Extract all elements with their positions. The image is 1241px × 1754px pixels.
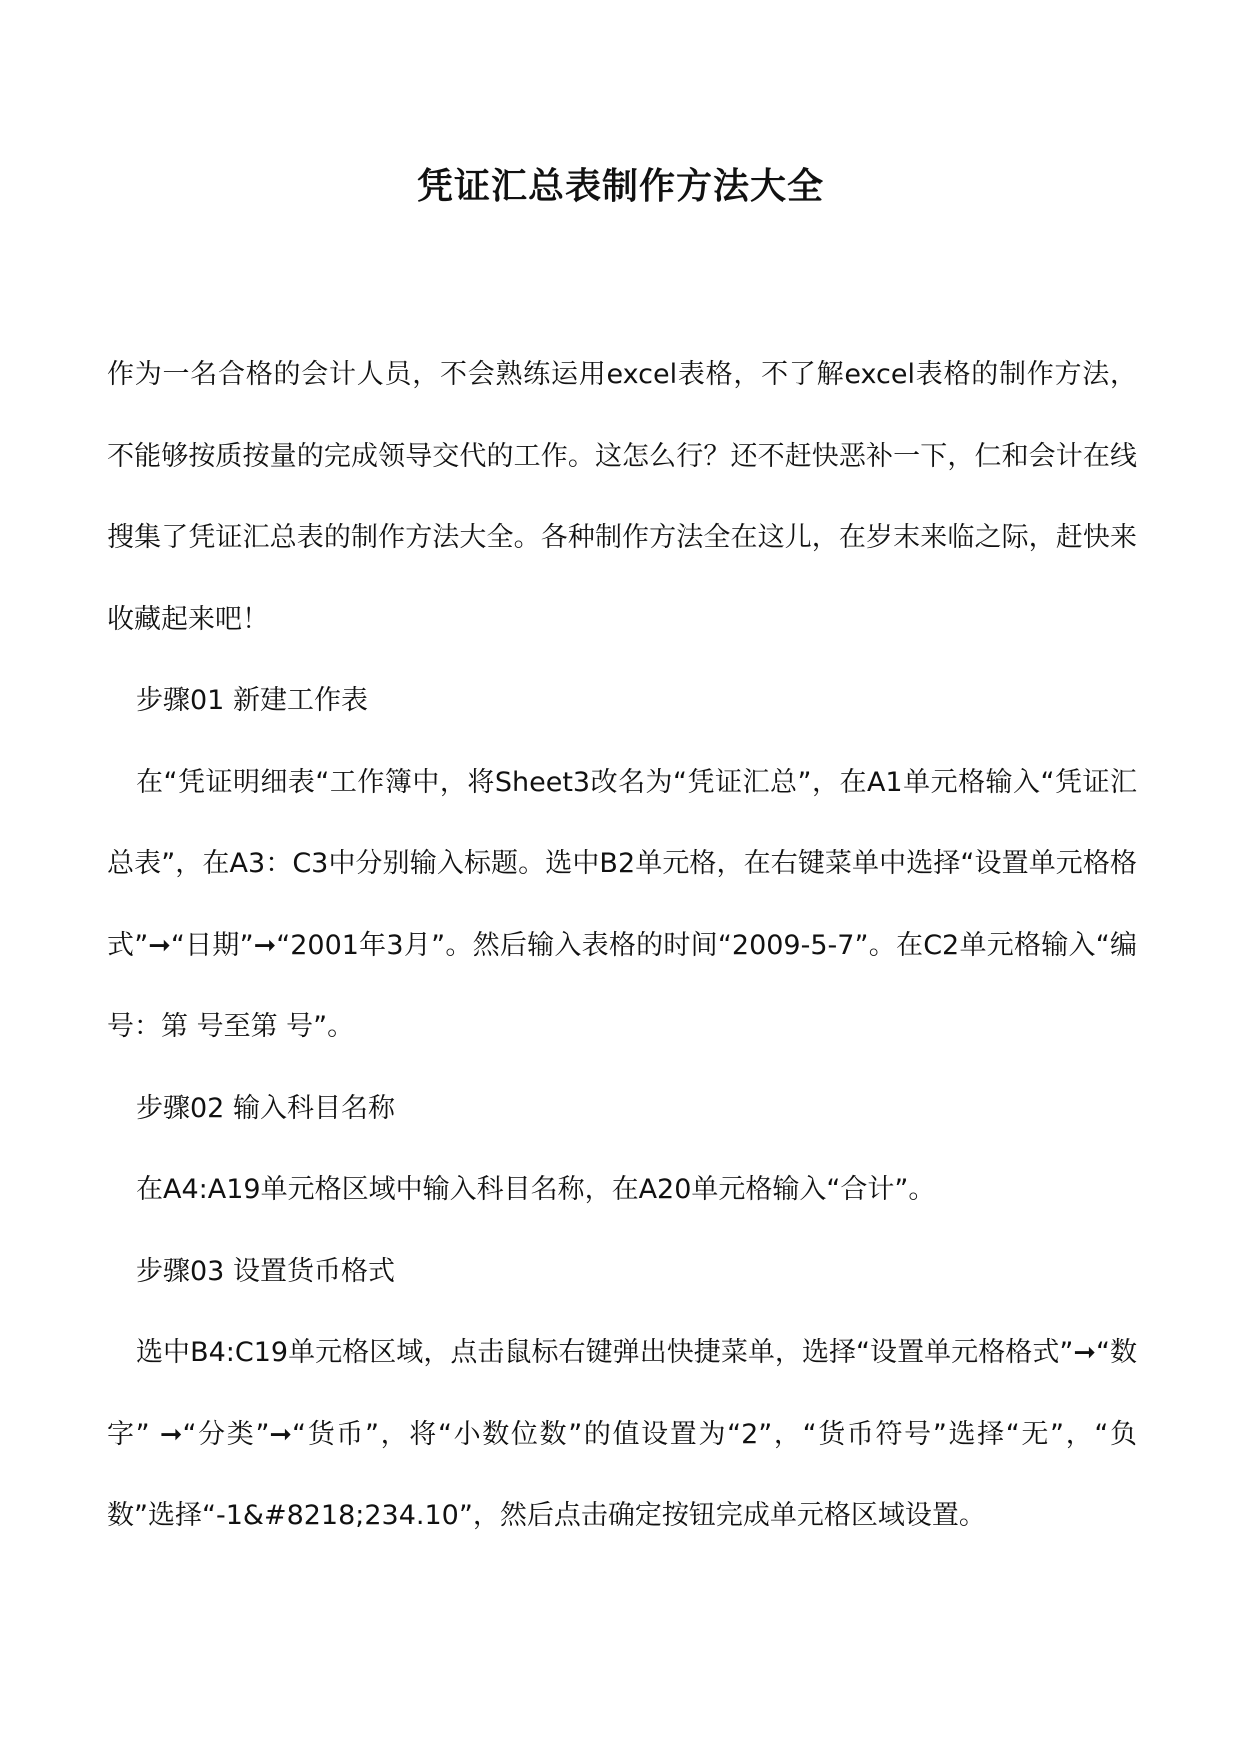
step-03-heading: 步骤03 设置货币格式 bbox=[136, 1255, 395, 1287]
step-01-paragraph: 在“凭证明细表“工作簿中，将Sheet3改名为“凭证汇总”，在A1单元格输入“凭证汇总表”，在A3：C3中分别输入标题。选中B2单元格，在右键菜单中选择“设置单元格格式”➞“日期”➞“2001年3月”。然后输入表格的时间“2009-5-7”。在C2单元格输入“编号：第 号至第 号”。 bbox=[107, 766, 1137, 1042]
document-body bbox=[107, 334, 1137, 1557]
step-01-heading: 步骤01 新建工作表 bbox=[136, 685, 368, 716]
step-02-heading: 步骤02 输入科目名称 bbox=[136, 1092, 395, 1124]
step-02-paragraph: 在A4:A19单元格区域中输入科目名称，在A20单元格输入“合计”。 bbox=[136, 1174, 936, 1205]
step-03-paragraph: 选中B4:C19单元格区域，点击鼠标右键弹出快捷菜单，选择“设置单元格格式”➞“数字” ➞“分类”➞“货币”，将“小数位数”的值设置为“2”，“货币符号”选择“无”，“负数”选择“-1&#8218;234.10”，然后点击确定按钮完成单元格区域设置。 bbox=[107, 1337, 1137, 1531]
document-title: 凭证汇总表制作方法大全 bbox=[416, 165, 824, 207]
intro-paragraph: 作为一名合格的会计人员，不会熟练运用excel表格，不了解excel表格的制作方法，不能够按质按量的完成领导交代的工作。这怎么行？还不赶快恶补一下，仁和会计在线搜集了凭证汇总表的制作方法大全。各种制作方法全在这儿，在岁末来临之际，赶快来收藏起来吧！ bbox=[107, 359, 1137, 635]
